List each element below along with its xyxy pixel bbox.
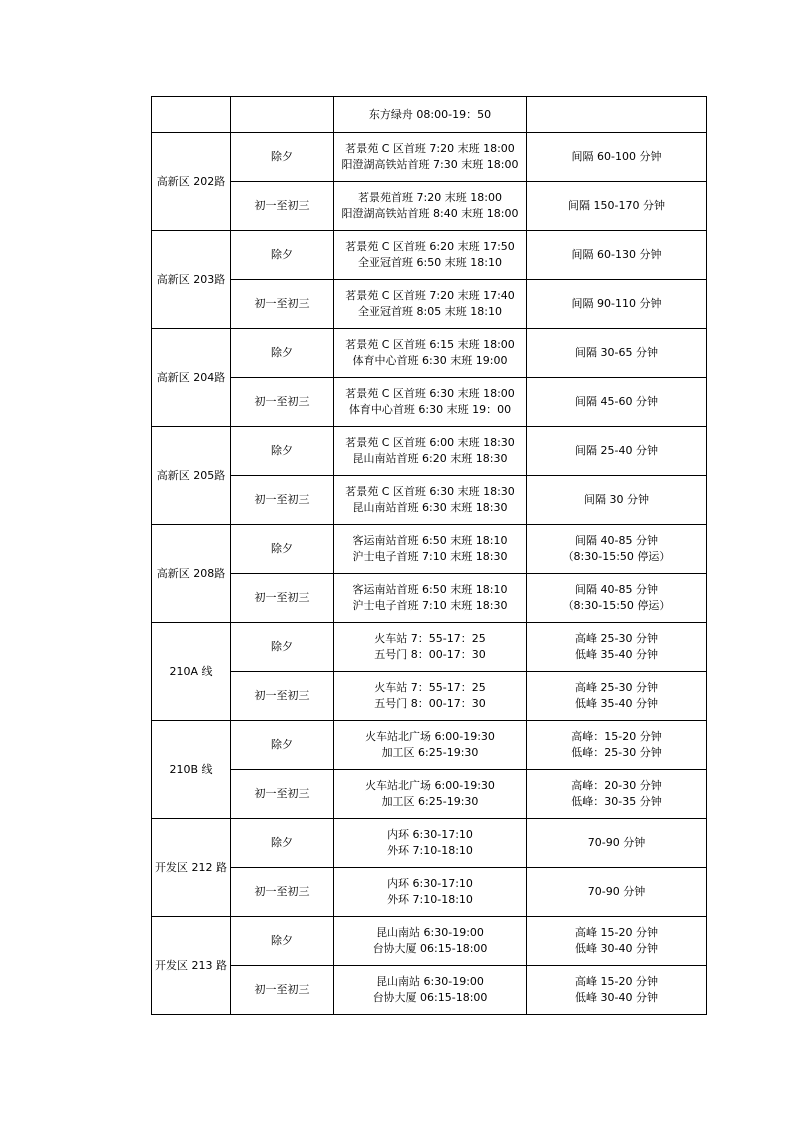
route-name-cell <box>152 819 231 917</box>
schedule-line: 阳澄湖高铁站首班 7:30 末班 18:00 <box>341 158 519 171</box>
day-label: 除夕 <box>271 150 293 163</box>
schedule-line: 加工区 6:25-19:30 <box>381 795 479 808</box>
schedule-cell <box>334 917 527 966</box>
schedule-line: 昆山南站 6:30-19:00 <box>376 926 484 939</box>
schedule-row <box>152 721 707 770</box>
route-name: 高新区 204路 <box>156 370 226 384</box>
interval-line: 高峰 15-20 分钟 <box>575 926 658 939</box>
schedule-cell <box>334 672 527 721</box>
schedule-cell <box>334 329 527 378</box>
interval-line: 高峰 25-30 分钟 <box>575 681 658 694</box>
day-label: 初一至初三 <box>254 689 310 702</box>
interval-cell <box>527 770 707 819</box>
day-label: 初一至初三 <box>254 199 310 212</box>
schedule-line: 全亚冠首班 8:05 末班 18:10 <box>358 305 502 318</box>
schedule-cell <box>334 966 527 1015</box>
schedule-line: 阳澄湖高铁站首班 8:40 末班 18:00 <box>341 207 519 220</box>
interval-line: 高峰：15-20 分钟 <box>571 730 662 743</box>
route-name-cell <box>152 427 231 525</box>
schedule-line: 茗景苑 C 区首班 6:00 末班 18:30 <box>345 436 515 449</box>
interval-cell <box>527 280 707 329</box>
day-cell <box>231 525 334 574</box>
interval-cell <box>527 672 707 721</box>
interval-line: 70-90 分钟 <box>587 885 646 898</box>
schedule-line: 昆山南站首班 6:30 末班 18:30 <box>352 501 508 514</box>
schedule-row <box>152 280 707 329</box>
interval-line: 低峰：30-35 分钟 <box>571 795 662 808</box>
day-cell <box>231 770 334 819</box>
interval-line: 间隔 60-130 分钟 <box>571 248 662 261</box>
route-name: 开发区 212 路 <box>155 860 227 874</box>
day-label: 除夕 <box>271 542 293 555</box>
route-name-cell <box>152 329 231 427</box>
schedule-line: 沪士电子首班 7:10 末班 18:30 <box>352 599 508 612</box>
interval-line: 高峰 25-30 分钟 <box>575 632 658 645</box>
route-name: 高新区 203路 <box>156 272 226 286</box>
schedule-row <box>152 623 707 672</box>
day-label: 初一至初三 <box>254 885 310 898</box>
schedule-row <box>152 182 707 231</box>
route-name: 210B 线 <box>169 762 213 776</box>
schedule-line: 外环 7:10-18:10 <box>387 844 473 857</box>
schedule-row <box>152 770 707 819</box>
interval-line: 间隔 40-85 分钟 <box>575 534 658 547</box>
schedule-row <box>152 476 707 525</box>
interval-cell <box>527 819 707 868</box>
schedule-cell <box>334 231 527 280</box>
interval-cell <box>527 574 707 623</box>
day-cell <box>231 427 334 476</box>
interval-line: 间隔 30 分钟 <box>584 493 649 506</box>
schedule-line: 昆山南站首班 6:20 末班 18:30 <box>352 452 508 465</box>
schedule-line: 台协大厦 06:15-18:00 <box>372 942 488 955</box>
day-cell <box>231 917 334 966</box>
schedule-line: 沪士电子首班 7:10 末班 18:30 <box>352 550 508 563</box>
schedule-line: 火车站 7：55-17：25 <box>374 632 486 645</box>
interval-line: 低峰 35-40 分钟 <box>575 697 658 710</box>
day-cell <box>231 378 334 427</box>
schedule-line: 茗景苑 C 区首班 6:20 末班 17:50 <box>345 240 515 253</box>
schedule-row <box>152 231 707 280</box>
route-name-cell <box>152 231 231 329</box>
schedule-row <box>152 819 707 868</box>
route-name: 高新区 208路 <box>156 566 226 580</box>
interval-cell <box>527 623 707 672</box>
day-cell <box>231 329 334 378</box>
interval-cell <box>527 721 707 770</box>
interval-cell <box>527 966 707 1015</box>
schedule-row <box>152 133 707 182</box>
interval-line: 间隔 40-85 分钟 <box>575 583 658 596</box>
interval-line: （8:30-15:50 停运） <box>562 599 671 612</box>
interval-line: 低峰 30-40 分钟 <box>575 991 658 1004</box>
schedule-line: 加工区 6:25-19:30 <box>381 746 479 759</box>
day-cell <box>231 868 334 917</box>
day-cell <box>231 819 334 868</box>
schedule-cell <box>334 623 527 672</box>
schedule-line: 体育中心首班 6:30 末班 19：00 <box>348 403 512 416</box>
route-name: 高新区 202路 <box>156 174 226 188</box>
day-cell <box>231 721 334 770</box>
schedule-line: 东方绿舟 08:00-19：50 <box>368 107 492 121</box>
day-cell <box>231 476 334 525</box>
schedule-cell <box>334 427 527 476</box>
interval-cell <box>527 427 707 476</box>
schedule-cell <box>334 770 527 819</box>
day-label: 除夕 <box>271 346 293 359</box>
route-cell <box>152 97 231 133</box>
interval-cell <box>527 182 707 231</box>
interval-line: 间隔 60-100 分钟 <box>571 150 662 163</box>
day-cell <box>231 574 334 623</box>
schedule-line: 茗景苑 C 区首班 7:20 末班 18:00 <box>345 142 515 155</box>
schedule-cell <box>334 280 527 329</box>
schedule-cell <box>334 133 527 182</box>
interval-line: 间隔 90-110 分钟 <box>571 297 662 310</box>
schedule-line: 茗景苑 C 区首班 6:15 末班 18:00 <box>345 338 515 351</box>
interval-cell <box>527 476 707 525</box>
schedule-cell <box>334 574 527 623</box>
interval-cell <box>527 378 707 427</box>
day-label: 初一至初三 <box>254 297 310 310</box>
schedule-cell <box>334 819 527 868</box>
schedule-line: 火车站北广场 6:00-19:30 <box>365 730 495 743</box>
continuation-row <box>152 97 707 133</box>
interval-line: 间隔 30-65 分钟 <box>575 346 658 359</box>
day-label: 初一至初三 <box>254 983 310 996</box>
day-cell <box>231 231 334 280</box>
schedule-cell <box>334 721 527 770</box>
day-label: 初一至初三 <box>254 591 310 604</box>
day-label: 除夕 <box>271 836 293 849</box>
schedule-line: 茗景苑 C 区首班 7:20 末班 17:40 <box>345 289 515 302</box>
interval-cell <box>527 133 707 182</box>
schedule-line: 台协大厦 06:15-18:00 <box>372 991 488 1004</box>
schedule-cell <box>334 868 527 917</box>
schedule-line: 内环 6:30-17:10 <box>387 828 473 841</box>
schedule-line: 火车站北广场 6:00-19:30 <box>365 779 495 792</box>
interval-line: 间隔 150-170 分钟 <box>568 199 665 212</box>
day-cell <box>231 182 334 231</box>
schedule-row <box>152 672 707 721</box>
day-label: 初一至初三 <box>254 395 310 408</box>
day-label: 除夕 <box>271 444 293 457</box>
schedule-line: 昆山南站 6:30-19:00 <box>376 975 484 988</box>
schedule-row <box>152 966 707 1015</box>
day-cell <box>231 97 334 133</box>
schedule-row <box>152 574 707 623</box>
schedule-cell <box>334 476 527 525</box>
day-cell <box>231 672 334 721</box>
schedule-cell <box>334 97 527 133</box>
day-cell <box>231 133 334 182</box>
interval-line: 间隔 45-60 分钟 <box>575 395 658 408</box>
day-cell <box>231 623 334 672</box>
route-name-cell <box>152 133 231 231</box>
schedule-line: 茗景苑 C 区首班 6:30 末班 18:30 <box>345 485 515 498</box>
schedule-table-body <box>152 97 707 1015</box>
interval-line: 高峰 15-20 分钟 <box>575 975 658 988</box>
interval-cell <box>527 329 707 378</box>
schedule-line: 全亚冠首班 6:50 末班 18:10 <box>358 256 502 269</box>
schedule-row <box>152 868 707 917</box>
interval-line: 低峰 35-40 分钟 <box>575 648 658 661</box>
schedule-row <box>152 427 707 476</box>
interval-cell <box>527 97 707 133</box>
schedule-line: 客运南站首班 6:50 末班 18:10 <box>352 583 508 596</box>
schedule-line: 茗景苑 C 区首班 6:30 末班 18:00 <box>345 387 515 400</box>
schedule-line: 五号门 8：00-17：30 <box>374 697 486 710</box>
schedule-cell <box>334 378 527 427</box>
route-name: 开发区 213 路 <box>155 958 227 972</box>
day-label: 初一至初三 <box>254 493 310 506</box>
schedule-row <box>152 917 707 966</box>
day-cell <box>231 966 334 1015</box>
interval-line: 70-90 分钟 <box>587 836 646 849</box>
interval-line: 高峰：20-30 分钟 <box>571 779 662 792</box>
route-name: 210A 线 <box>169 664 213 678</box>
schedule-row <box>152 378 707 427</box>
day-label: 除夕 <box>271 640 293 653</box>
schedule-line: 客运南站首班 6:50 末班 18:10 <box>352 534 508 547</box>
day-label: 除夕 <box>271 934 293 947</box>
interval-cell <box>527 231 707 280</box>
interval-cell <box>527 868 707 917</box>
bus-schedule-table <box>151 96 707 1015</box>
day-label: 初一至初三 <box>254 787 310 800</box>
schedule-row <box>152 329 707 378</box>
schedule-cell <box>334 525 527 574</box>
schedule-line: 茗景苑首班 7:20 末班 18:00 <box>358 191 502 204</box>
schedule-line: 火车站 7：55-17：25 <box>374 681 486 694</box>
schedule-line: 内环 6:30-17:10 <box>387 877 473 890</box>
day-label: 除夕 <box>271 738 293 751</box>
route-name: 高新区 205路 <box>156 468 226 482</box>
schedule-line: 五号门 8：00-17：30 <box>374 648 486 661</box>
route-name-cell <box>152 917 231 1015</box>
schedule-line: 体育中心首班 6:30 末班 19:00 <box>352 354 508 367</box>
interval-line: 低峰 30-40 分钟 <box>575 942 658 955</box>
schedule-line: 外环 7:10-18:10 <box>387 893 473 906</box>
route-name-cell <box>152 623 231 721</box>
interval-line: （8:30-15:50 停运） <box>562 550 671 563</box>
schedule-cell <box>334 182 527 231</box>
day-label: 除夕 <box>271 248 293 261</box>
route-name-cell <box>152 525 231 623</box>
interval-line: 间隔 25-40 分钟 <box>575 444 658 457</box>
interval-cell <box>527 525 707 574</box>
schedule-row <box>152 525 707 574</box>
interval-cell <box>527 917 707 966</box>
route-name-cell <box>152 721 231 819</box>
interval-line: 低峰：25-30 分钟 <box>571 746 662 759</box>
day-cell <box>231 280 334 329</box>
